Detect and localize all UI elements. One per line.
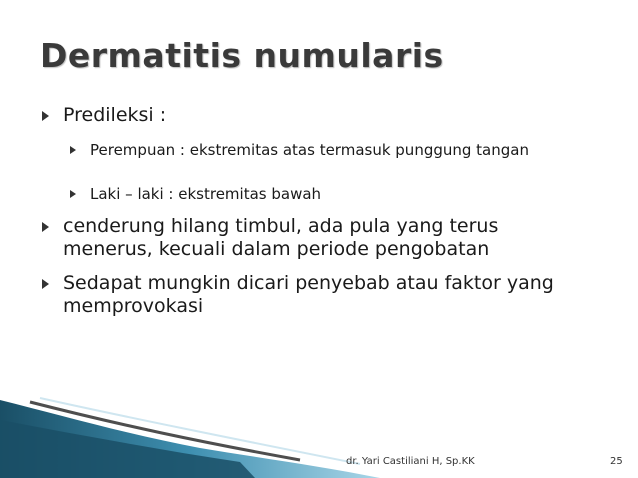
sub-bullet-marker-icon <box>70 190 76 198</box>
bullet-text: Predileksi : <box>63 104 167 126</box>
sub-bullet-item <box>70 140 560 160</box>
bullet-marker-icon <box>42 279 49 289</box>
bullet-marker-icon <box>42 111 49 121</box>
bullet-item <box>42 104 602 127</box>
sub-bullet-item <box>70 184 560 204</box>
decorative-swoosh-graphic <box>0 380 638 478</box>
footer-page-number: 25 <box>610 456 623 467</box>
bullet-item <box>42 272 602 318</box>
bullet-marker-icon <box>42 222 49 232</box>
bullet-text: cenderung hilang timbul, ada pula yang terus menerus, kecuali dalam periode pengobatan <box>63 215 499 260</box>
bullet-text: Sedapat mungkin dicari penyebab atau faktor yang memprovokasi <box>63 272 554 317</box>
footer-author: dr. Yari Castiliani H, Sp.KK <box>346 456 475 467</box>
sub-bullet-marker-icon <box>70 146 76 154</box>
sub-bullet-text: Laki – laki : ekstremitas bawah <box>90 185 322 203</box>
sub-bullet-text: Perempuan : ekstremitas atas termasuk punggung tangan <box>90 141 529 159</box>
swoosh-dark-band <box>0 420 255 478</box>
slide-title: Dermatitis numularis <box>40 36 444 75</box>
bullet-item <box>42 215 587 261</box>
